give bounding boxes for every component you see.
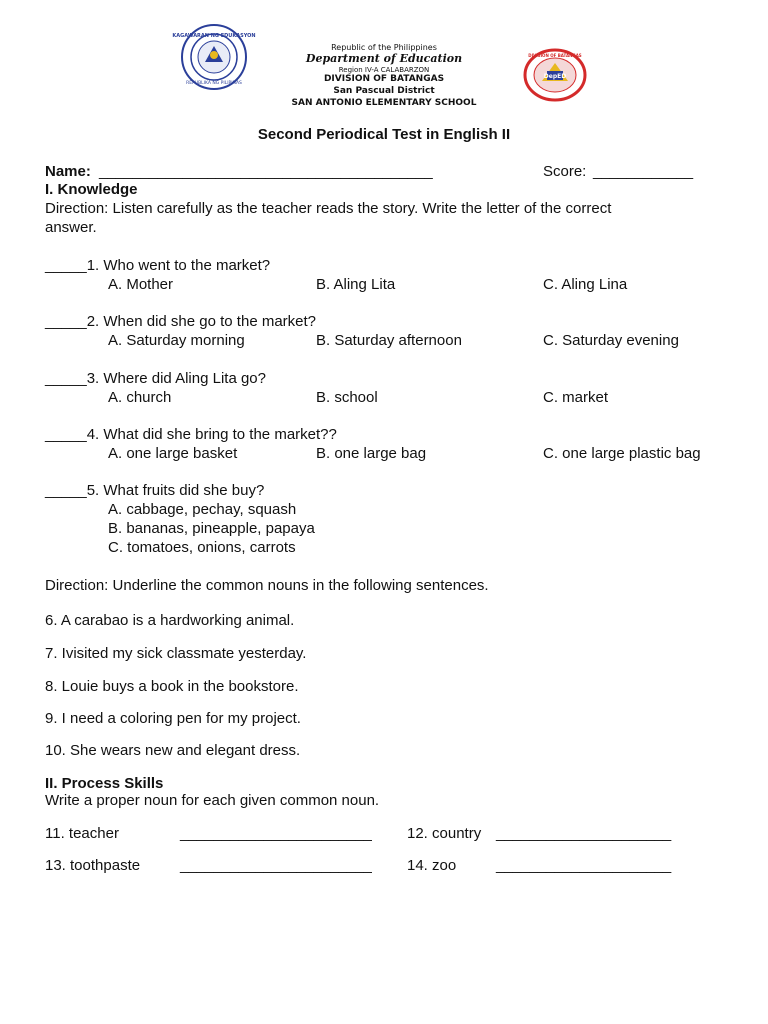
section1-direction-line2: answer.: [45, 219, 97, 236]
section1-direction-line1: Direction: Listen carefully as the teacher reads the story. Write the letter of the correct: [45, 200, 612, 217]
question-2-option-c: C. Saturday evening: [543, 332, 679, 349]
question-5-stem: _____5. What fruits did she buy?: [45, 482, 265, 499]
question-1-option-c: C. Aling Lina: [543, 276, 628, 293]
question-2-stem: _____2. When did she go to the market?: [45, 313, 317, 330]
name-label: Name:: [45, 163, 91, 180]
question-1-stem: _____1. Who went to the market?: [45, 257, 271, 274]
question-3-stem: _____3. Where did Aling Lita go?: [45, 370, 266, 387]
sentence-10: 10. She wears new and elegant dress.: [45, 742, 301, 759]
question-4-stem: _____4. What did she bring to the market??: [45, 426, 337, 443]
sentence-9: 9. I need a coloring pen for my project.: [45, 710, 301, 727]
header-division: DIVISION OF BATANGAS: [323, 74, 445, 84]
item-11-blank[interactable]: _______________________: [180, 825, 372, 842]
name-blank[interactable]: ________________________________________: [99, 163, 433, 180]
question-3-option-c: C. market: [543, 389, 609, 406]
header-region: Region IV-A CALABARZON: [338, 66, 430, 74]
question-5-option-b: B. bananas, pineapple, papaya: [108, 520, 315, 537]
item-13-blank[interactable]: _______________________: [180, 857, 372, 874]
item-13-label: 13. toothpaste: [45, 857, 141, 874]
header-department: Department of Education: [305, 52, 463, 65]
question-3-option-a: A. church: [108, 389, 172, 406]
section2-heading: II. Process Skills: [45, 775, 164, 792]
item-12-blank[interactable]: _____________________: [496, 825, 672, 842]
question-5-option-a: A. cabbage, pechay, squash: [108, 501, 297, 518]
question-1-option-b: B. Aling Lita: [316, 276, 396, 293]
direction-underline: Direction: Underline the common nouns in the following sentences.: [45, 577, 489, 594]
svg-text:DepED: DepED: [543, 73, 567, 80]
svg-text:DIVISION OF BATANGAS: DIVISION OF BATANGAS: [528, 53, 582, 58]
header-school: SAN ANTONIO ELEMENTARY SCHOOL: [291, 98, 477, 108]
item-14-label: 14. zoo: [407, 857, 457, 874]
header-district: San Pascual District: [333, 86, 435, 96]
sentence-8: 8. Louie buys a book in the bookstore.: [45, 678, 299, 695]
question-3-option-b: B. school: [316, 389, 378, 406]
question-2-option-a: A. Saturday morning: [108, 332, 245, 349]
question-4-option-a: A. one large basket: [108, 445, 238, 462]
item-12-label: 12. country: [407, 825, 482, 842]
question-4-option-b: B. one large bag: [316, 445, 427, 462]
sentence-6: 6. A carabao is a hardworking animal.: [45, 612, 295, 629]
sentence-7: 7. Ivisited my sick classmate yesterday.: [45, 645, 307, 662]
score-blank[interactable]: ____________: [593, 163, 694, 180]
header-republic: Republic of the Philippines: [331, 43, 437, 52]
section1-heading: I. Knowledge: [45, 181, 138, 198]
page-title: Second Periodical Test in English II: [257, 126, 511, 143]
question-2-option-b: B. Saturday afternoon: [316, 332, 462, 349]
svg-text:REPUBLIKA NG PILIPINAS: REPUBLIKA NG PILIPINAS: [186, 81, 242, 86]
item-14-blank[interactable]: _____________________: [496, 857, 672, 874]
question-4-option-c: C. one large plastic bag: [543, 445, 701, 462]
item-11-label: 11. teacher: [45, 825, 119, 842]
question-5-option-c: C. tomatoes, onions, carrots: [108, 539, 296, 556]
score-label: Score:: [543, 163, 587, 180]
question-1-option-a: A. Mother: [108, 276, 174, 293]
svg-text:KAGAWARAN NG EDUKASYON: KAGAWARAN NG EDUKASYON: [172, 33, 256, 39]
section2-direction: Write a proper noun for each given common noun.: [45, 792, 380, 809]
